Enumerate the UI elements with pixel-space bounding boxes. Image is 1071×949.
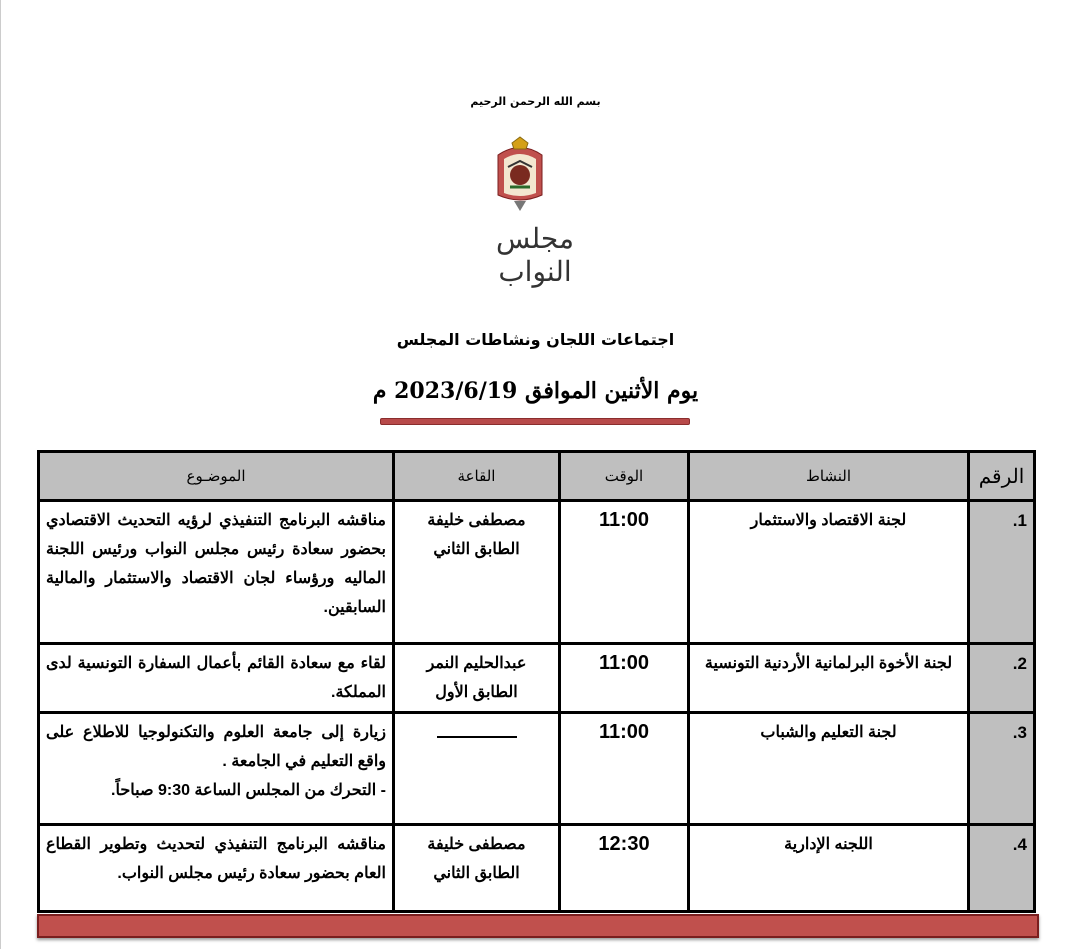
table-header-row xyxy=(39,452,1035,501)
document-title: اجتماعات اللجان ونشاطات المجلس xyxy=(396,330,675,349)
header-hall: القاعة xyxy=(394,452,560,501)
row-hall xyxy=(394,825,560,912)
row-hall xyxy=(394,644,560,713)
row-hall xyxy=(394,501,560,644)
no-hall-dash xyxy=(437,718,517,738)
footer-bar xyxy=(37,914,1039,938)
row-topic: مناقشه البرنامج التنفيذي لتحديث وتطوير القطاع العام بحضور سعادة رئيس مجلس النواب. xyxy=(39,825,394,912)
page-edge xyxy=(0,0,1,949)
header-time: الوقت xyxy=(560,452,689,501)
hall-floor: الطابق الأول xyxy=(435,684,518,701)
hall-name: عبدالحليم النمر xyxy=(426,655,527,672)
row-topic xyxy=(39,713,394,825)
header-activity: النشاط xyxy=(689,452,969,501)
row-topic: لقاء مع سعادة القائم بأعمال السفارة التونسية لدى المملكة. xyxy=(39,644,394,713)
topic-note: - التحرك من المجلس الساعة 9:30 صباحاً. xyxy=(111,782,386,799)
row-time: 12:30 xyxy=(560,825,689,912)
table-row xyxy=(39,644,1035,713)
row-number: 1. xyxy=(969,501,1035,644)
hall-name: مصطفى خليفة xyxy=(427,512,526,529)
hall-floor: الطابق الثاني xyxy=(433,541,520,558)
row-activity: اللجنه الإدارية xyxy=(689,825,969,912)
row-time: 11:00 xyxy=(560,713,689,825)
row-hall xyxy=(394,713,560,825)
table-row xyxy=(39,501,1035,644)
table-row xyxy=(39,825,1035,912)
basmala: بسم الله الرحمن الرحيم xyxy=(470,95,601,108)
hall-name: مصطفى خليفة xyxy=(427,836,526,853)
row-activity: لجنة الاقتصاد والاستثمار xyxy=(689,501,969,644)
parliament-logo: مجلس النواب xyxy=(495,222,575,288)
row-time: 11:00 xyxy=(560,644,689,713)
row-topic: مناقشه البرنامج التنفيذي لرؤيه التحديث الاقتصادي بحضور سعادة رئيس مجلس النواب ورئيس اللجنة الماليه ورؤساء لجان الاقتصاد والاستثمار والمالية السابقين. xyxy=(39,501,394,644)
title-underline-bar xyxy=(380,418,690,425)
row-activity: لجنة التعليم والشباب xyxy=(689,713,969,825)
hall-floor: الطابق الثاني xyxy=(433,865,520,882)
header-number: الرقم xyxy=(969,452,1035,501)
topic-text: زيارة إلى جامعة العلوم والتكنولوجيا للاطلاع على واقع التعليم في الجامعة . xyxy=(46,724,386,770)
row-number: 3. xyxy=(969,713,1035,825)
jordan-emblem-icon xyxy=(490,135,550,215)
row-time: 11:00 xyxy=(560,501,689,644)
row-number: 4. xyxy=(969,825,1035,912)
table-row xyxy=(39,713,1035,825)
header-topic: الموضـوع xyxy=(39,452,394,501)
date-line: يوم الأثنين الموافق 2023/6/19 م xyxy=(372,378,699,404)
row-number: 2. xyxy=(969,644,1035,713)
row-activity: لجنة الأخوة البرلمانية الأردنية التونسية xyxy=(689,644,969,713)
activities-table xyxy=(37,450,1036,913)
